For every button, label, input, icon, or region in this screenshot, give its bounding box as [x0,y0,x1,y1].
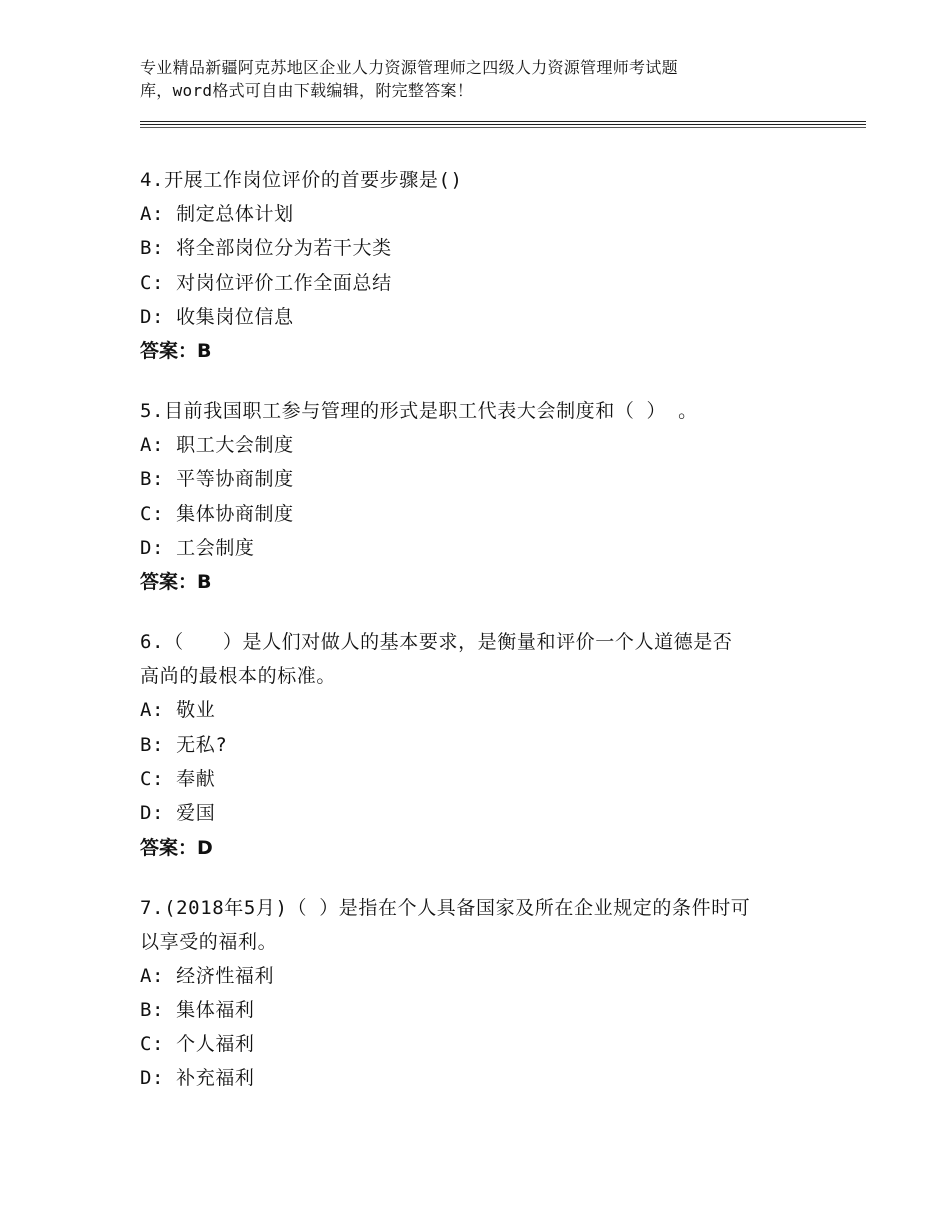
option-a: A: 职工大会制度 [140,434,294,457]
question-4 [140,163,840,368]
option-c: C: 对岗位评价工作全面总结 [140,271,392,294]
option-d: D: 工会制度 [140,537,255,560]
option-b: B: 将全部岗位分为若干大类 [140,237,392,260]
option-d: D: 补充福利 [140,1067,255,1090]
option-b: B: 集体福利 [140,998,255,1021]
option-a: A: 经济性福利 [140,964,275,987]
option-c: C: 集体协商制度 [140,502,294,525]
question-title-line-1: 6.（ ）是人们对做人的基本要求，是衡量和评价一个人道德是否 [140,631,733,654]
answer-label: 答案：B [140,571,212,594]
option-c: C: 个人福利 [140,1033,255,1056]
header-divider [140,124,866,125]
question-5 [140,394,840,599]
header-divider [140,121,866,122]
question-6 [140,625,840,864]
header-title-line-1: 专业精品新疆阿克苏地区企业人力资源管理师之四级人力资源管理师考试题 [140,58,678,77]
question-title: 4.开展工作岗位评价的首要步骤是() [140,169,463,191]
answer-label: 答案：B [140,340,212,363]
question-title-line-2: 以享受的福利。 [140,930,278,953]
question-list [140,163,840,1122]
question-title-line-2: 高尚的最根本的标准。 [140,665,337,688]
question-title: 5.目前我国职工参与管理的形式是职工代表大会制度和（ ） 。 [140,400,698,423]
option-a: A: 敬业 [140,699,216,722]
option-d: D: 爱国 [140,802,216,825]
question-7 [140,891,840,1096]
option-a: A: 制定总体计划 [140,203,294,225]
option-d: D: 收集岗位信息 [140,305,294,328]
header-divider [140,127,866,128]
answer-label: 答案：D [140,836,213,859]
document-header [140,56,830,102]
option-b: B: 平等协商制度 [140,468,294,491]
question-title-line-1: 7.(2018年5月)（ ）是指在个人具备国家及所在企业规定的条件时可 [140,896,751,919]
option-c: C: 奉献 [140,767,216,790]
header-title-line-2: 库，word格式可自由下载编辑，附完整答案！ [140,81,474,100]
option-b: B: 无私? [140,733,228,756]
